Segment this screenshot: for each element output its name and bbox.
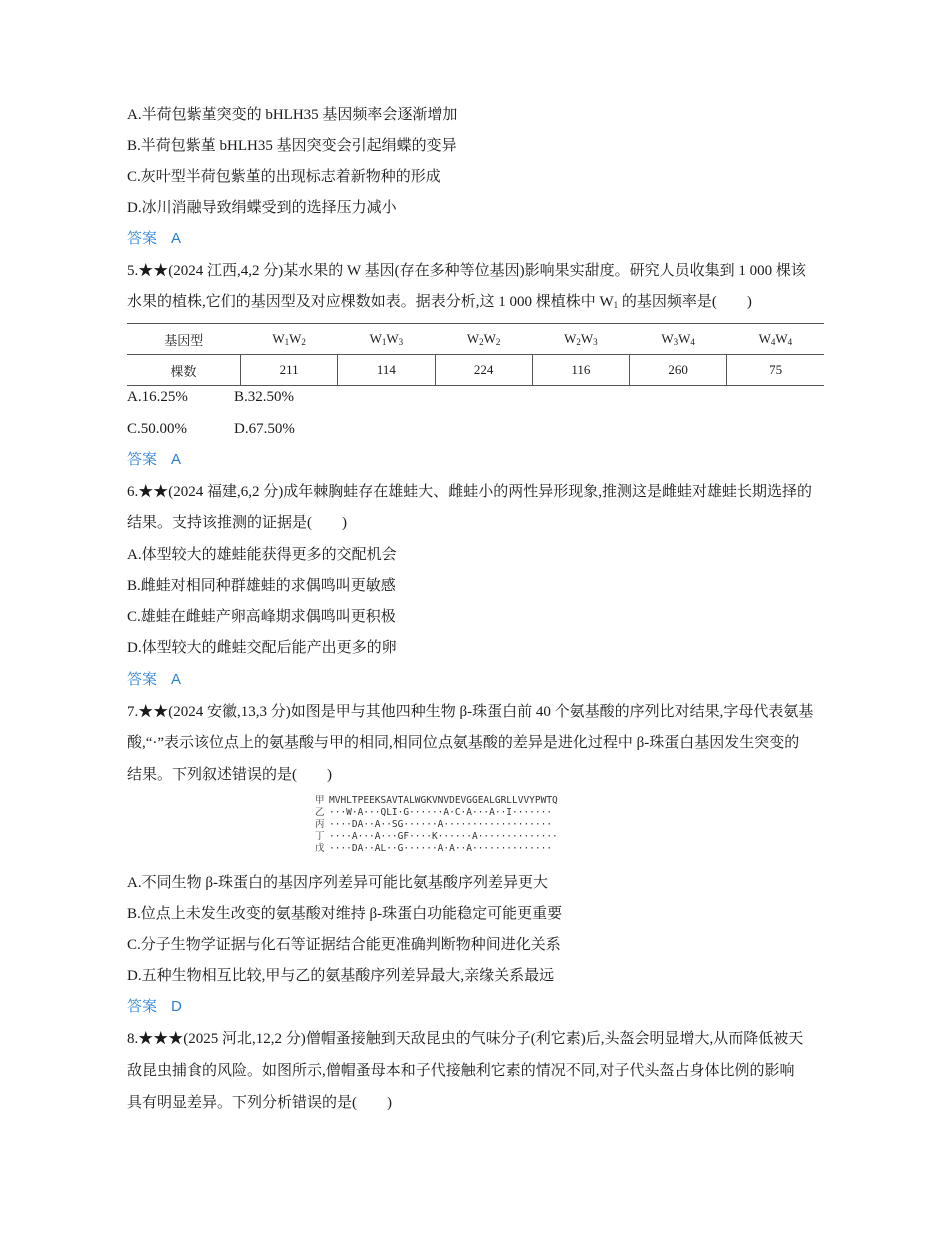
sequence-text: ···W·A···QLI·G······A·C·A···A··I······· [329,807,553,818]
q5-option-a: A.16.25% [127,389,188,405]
q6-stem-line1: 6.★★(2024 福建,6,2 分)成年棘胸蛙存在雄蛙大、雌蛙小的两性异形现象,推测这是雌蛙对雄蛙长期选择的 [127,484,812,500]
table-cell-count: 224 [435,355,532,386]
q4-option-b: B.半荷包紫堇 bHLH35 基因突变会引起绢蝶的变异 [127,138,457,154]
answer-label: 答案 [127,451,158,468]
table-cell-count: 211 [241,355,338,386]
sequence-text: MVHLTPEEKSAVTALWGKVNVDEVGGEALGRLLVVYPWTQ [329,795,558,806]
q7-stem-line1: 7.★★(2024 安徽,13,3 分)如图是甲与其他四种生物 β-珠蛋白前 40 个氨基酸的序列比对结果,字母代表氨基 [127,704,814,720]
table-cell-genotype: $W_1W_3$ [338,324,435,355]
q4-option-d: D.冰川消融导致绢蝶受到的选择压力减小 [127,200,397,216]
q6-option-d: D.体型较大的雌蛙交配后能产出更多的卵 [127,640,397,656]
species-label: 甲 [315,795,325,806]
q5-option-d: D.67.50% [234,421,295,437]
sequence-text: ····DA··AL··G······A·A··A·············· [329,843,553,854]
sequence-row [315,819,558,831]
q5-answer [127,450,181,470]
sequence-alignment-figure [315,795,558,855]
q4-answer [127,229,181,249]
table-cell-label: 棵数 [127,355,241,386]
answer-value: A [171,671,182,688]
table-cell-count: 75 [727,355,824,386]
q6-stem-line2: 结果。支持该推测的证据是( ) [127,515,347,531]
q7-stem-line2: 酸,“·”表示该位点上的氨基酸与甲的相同,相同位点氨基酸的差异是进化过程中 β-珠蛋白基因发生突变的 [127,735,800,751]
sequence-row [315,795,558,807]
q5-stem-text: 水果的植株,它们的基因型及对应棵数如表。据表分析,这 1 000 棵植株中 W [127,294,614,310]
q8-stem-line3: 具有明显差异。下列分析错误的是( ) [127,1095,392,1111]
q5-options-row1 [127,387,294,407]
table-cell-genotype: $W_3W_4$ [630,324,727,355]
q7-option-d: D.五种生物相互比较,甲与乙的氨基酸序列差异最大,亲缘关系最远 [127,968,555,984]
sequence-row [315,831,558,843]
q6-answer [127,670,181,690]
table-cell-count: 114 [338,355,435,386]
answer-value: D [171,998,182,1015]
q7-stem-line3: 结果。下列叙述错误的是( ) [127,767,332,783]
table-row-genotype [127,324,824,355]
q7-option-c: C.分子生物学证据与化石等证据结合能更准确判断物种间进化关系 [127,937,561,953]
q5-subscript: 1 [613,300,619,310]
q5-option-c: C.50.00% [127,421,187,437]
table-cell-genotype: $W_4W_4$ [727,324,824,355]
q7-answer [127,997,182,1017]
q7-option-b: B.位点上未发生改变的氨基酸对维持 β-珠蛋白功能稳定可能更重要 [127,906,563,922]
q5-stem-text-end: 的基因频率是( ) [618,294,752,310]
sequence-text: ····A···A···GF····K······A·············· [329,831,558,842]
answer-label: 答案 [127,998,158,1015]
table-cell-count: 260 [630,355,727,386]
sequence-text: ····DA··A··SG······A··················· [329,819,553,830]
q5-stem-line1: 5.★★(2024 江西,4,2 分)某水果的 W 基因(存在多种等位基因)影响果实甜度。研究人员收集到 1 000 棵该 [127,263,806,279]
q6-option-c: C.雄蛙在雌蛙产卵高峰期求偶鸣叫更积极 [127,609,396,625]
q5-option-b: B.32.50% [234,389,294,405]
table-cell-genotype: $W_2W_2$ [435,324,532,355]
sequence-row [315,807,558,819]
q4-option-c: C.灰叶型半荷包紫堇的出现标志着新物种的形成 [127,169,441,185]
q4-option-a: A.半荷包紫堇突变的 bHLH35 基因频率会逐渐增加 [127,107,458,123]
table-cell-label: 基因型 [127,324,241,355]
answer-value: A [171,230,182,247]
table-cell-genotype: $W_1W_2$ [241,324,338,355]
species-label: 乙 [315,807,325,818]
q8-stem-line1: 8.★★★(2025 河北,12,2 分)僧帽蚤接触到天敌昆虫的气味分子(利它素)后,头盔会明显增大,从而降低被天 [127,1031,804,1047]
table-cell-genotype: $W_2W_3$ [532,324,629,355]
answer-value: A [171,451,182,468]
q6-option-b: B.雌蛙对相同种群雄蛙的求偶鸣叫更敏感 [127,578,396,594]
sequence-row [315,843,558,855]
q5-options-row2 [127,419,295,439]
genotype-table [127,323,824,386]
q8-stem-line2: 敌昆虫捕食的风险。如图所示,僧帽蚤母本和子代接触利它素的情况不同,对子代头盔占身体比例的影响 [127,1063,795,1079]
species-label: 丁 [315,831,325,842]
q7-option-a: A.不同生物 β-珠蛋白的基因序列差异可能比氨基酸序列差异更大 [127,875,548,891]
answer-label: 答案 [127,230,158,247]
species-label: 丙 [315,819,325,830]
table-row-count [127,355,824,386]
answer-label: 答案 [127,671,158,688]
q5-stem-line2 [127,292,752,312]
species-label: 戊 [315,843,325,854]
table-cell-count: 116 [532,355,629,386]
q6-option-a: A.体型较大的雄蛙能获得更多的交配机会 [127,547,397,563]
